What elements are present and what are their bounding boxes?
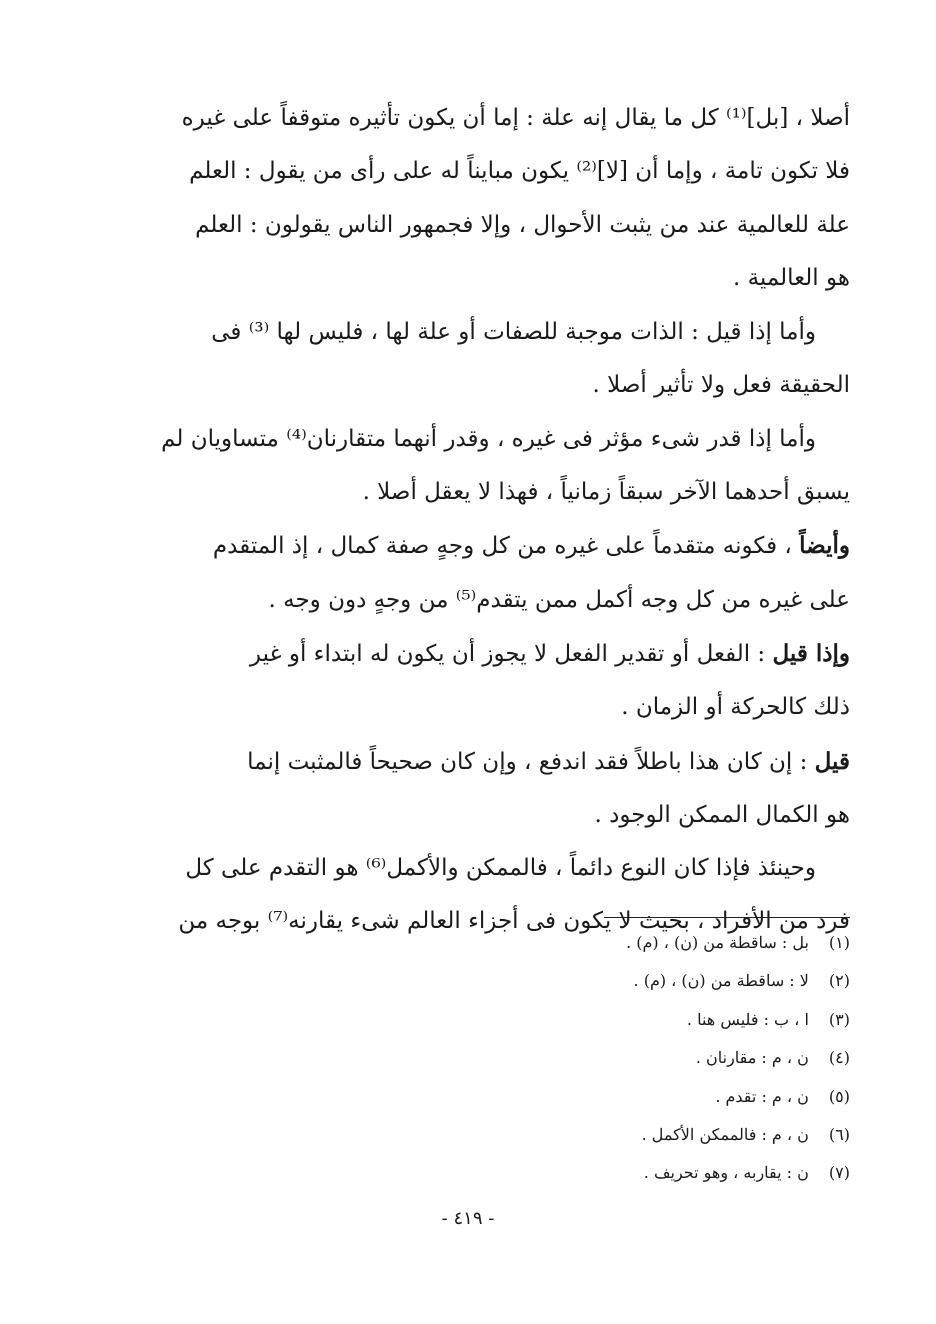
footnotes — [400, 924, 850, 1193]
paragraph-line: وحينئذ فإذا كان النوع دائماً ، فالممكن والأكمل⁽⁶⁾ هو التقدم على كل — [185, 855, 816, 882]
main-text — [138, 92, 850, 949]
paragraph-line: ذلك كالحركة أو الزمان . — [621, 694, 850, 721]
paragraph-line: علة للعالمية عند من يثبت الأحوال ، وإلا فجمهور الناس يقولون : العلم — [195, 211, 850, 238]
paragraph-line: فلا تكون تامة ، وإما أن [لا]⁽²⁾ يكون مبايناً له على رأى من يقول : العلم — [189, 158, 850, 185]
paragraph-line: هو العالمية . — [732, 264, 850, 291]
footnote-item — [400, 962, 850, 1000]
page-number: - ٤١٩ - — [441, 1208, 495, 1229]
footnote-item — [400, 1078, 850, 1116]
footnote-text: بل : ساقطة من (ن) ، (م) . — [626, 933, 809, 952]
paragraph-line: على غيره من كل وجه أكمل ممن يتقدم⁽⁵⁾ من وجهٍ دون وجه . — [268, 586, 850, 613]
footnote-item — [400, 1039, 850, 1077]
paragraph-2 — [138, 306, 850, 413]
paragraph-6 — [138, 735, 850, 843]
paragraph-line: وأما إذا قدر شىء مؤثر فى غيره ، وقدر أنهما متقارنان⁽⁴⁾ متساويان لم — [161, 425, 816, 452]
footnote-text: ا ، ب : فليس هنا . — [686, 1009, 809, 1029]
footnote-text: لا : ساقطة من (ن) ، (م) . — [633, 971, 809, 991]
footnote-number: (٦) — [828, 1125, 850, 1145]
footnote-item — [400, 1001, 850, 1039]
footnote-text: ن : يقاربه ، وهو تحريف . — [643, 1163, 809, 1183]
footnote-number: (٤) — [828, 1048, 850, 1068]
paragraph-line: وأما إذا قيل : الذات موجبة للصفات أو علة لها ، فليس لها ⁽³⁾ فى — [211, 319, 816, 346]
footnote-text: ن ، م : فالممكن الأكمل . — [641, 1125, 809, 1145]
footnote-text: ن ، م : مقارنان . — [695, 1048, 809, 1068]
paragraph-lead: وإذا قيل — [772, 639, 850, 667]
paragraph-1 — [138, 92, 850, 305]
paragraph-4 — [138, 519, 850, 627]
footnote-separator — [604, 917, 850, 918]
paragraph-5 — [138, 627, 850, 735]
paragraph-line: : الفعل أو تقدير الفعل لا يجوز أن يكون له ابتداء أو غير — [249, 640, 766, 667]
paragraph-lead: وأيضاً — [799, 532, 850, 560]
paragraph-line: ، فكونه متقدماً على غيره من كل وجهٍ صفة كمال ، إذ المتقدم — [212, 533, 792, 560]
footnote-item — [400, 1116, 850, 1154]
paragraph-line: الحقيقة فعل ولا تأثير أصلا . — [592, 372, 850, 399]
paragraph-3 — [138, 413, 850, 520]
paragraph-line: أصلا ، [بل]⁽¹⁾ كل ما يقال إنه علة : إما أن يكون تأثيره متوقفاً على غيره — [181, 105, 850, 131]
footnote-number: (١) — [828, 933, 850, 952]
footnote-number: (٧) — [828, 1163, 850, 1183]
paragraph-line: هو الكمال الممكن الوجود . — [594, 801, 850, 828]
footnote-item — [400, 924, 850, 962]
footnote-number: (٢) — [828, 971, 850, 991]
footnote-number: (٣) — [828, 1009, 850, 1029]
paragraph-line: يسبق أحدهما الآخر سبقاً زمانياً ، فهذا لا يعقل أصلا . — [362, 479, 850, 506]
footnote-number: (٥) — [828, 1086, 850, 1106]
paragraph-line: فرد من الأفراد ، بحيث لا يكون فى أجزاء العالم شىء يقارنه⁽⁷⁾ بوجه من — [178, 908, 850, 935]
footnote-item — [400, 1154, 850, 1192]
paragraph-line: : إن كان هذا باطلاً فقد اندفع ، وإن كان صحيحاً فالمثبت إنما — [247, 748, 808, 775]
paragraph-lead: قيل — [814, 747, 850, 775]
footnote-text: ن ، م : تقدم . — [715, 1086, 809, 1106]
